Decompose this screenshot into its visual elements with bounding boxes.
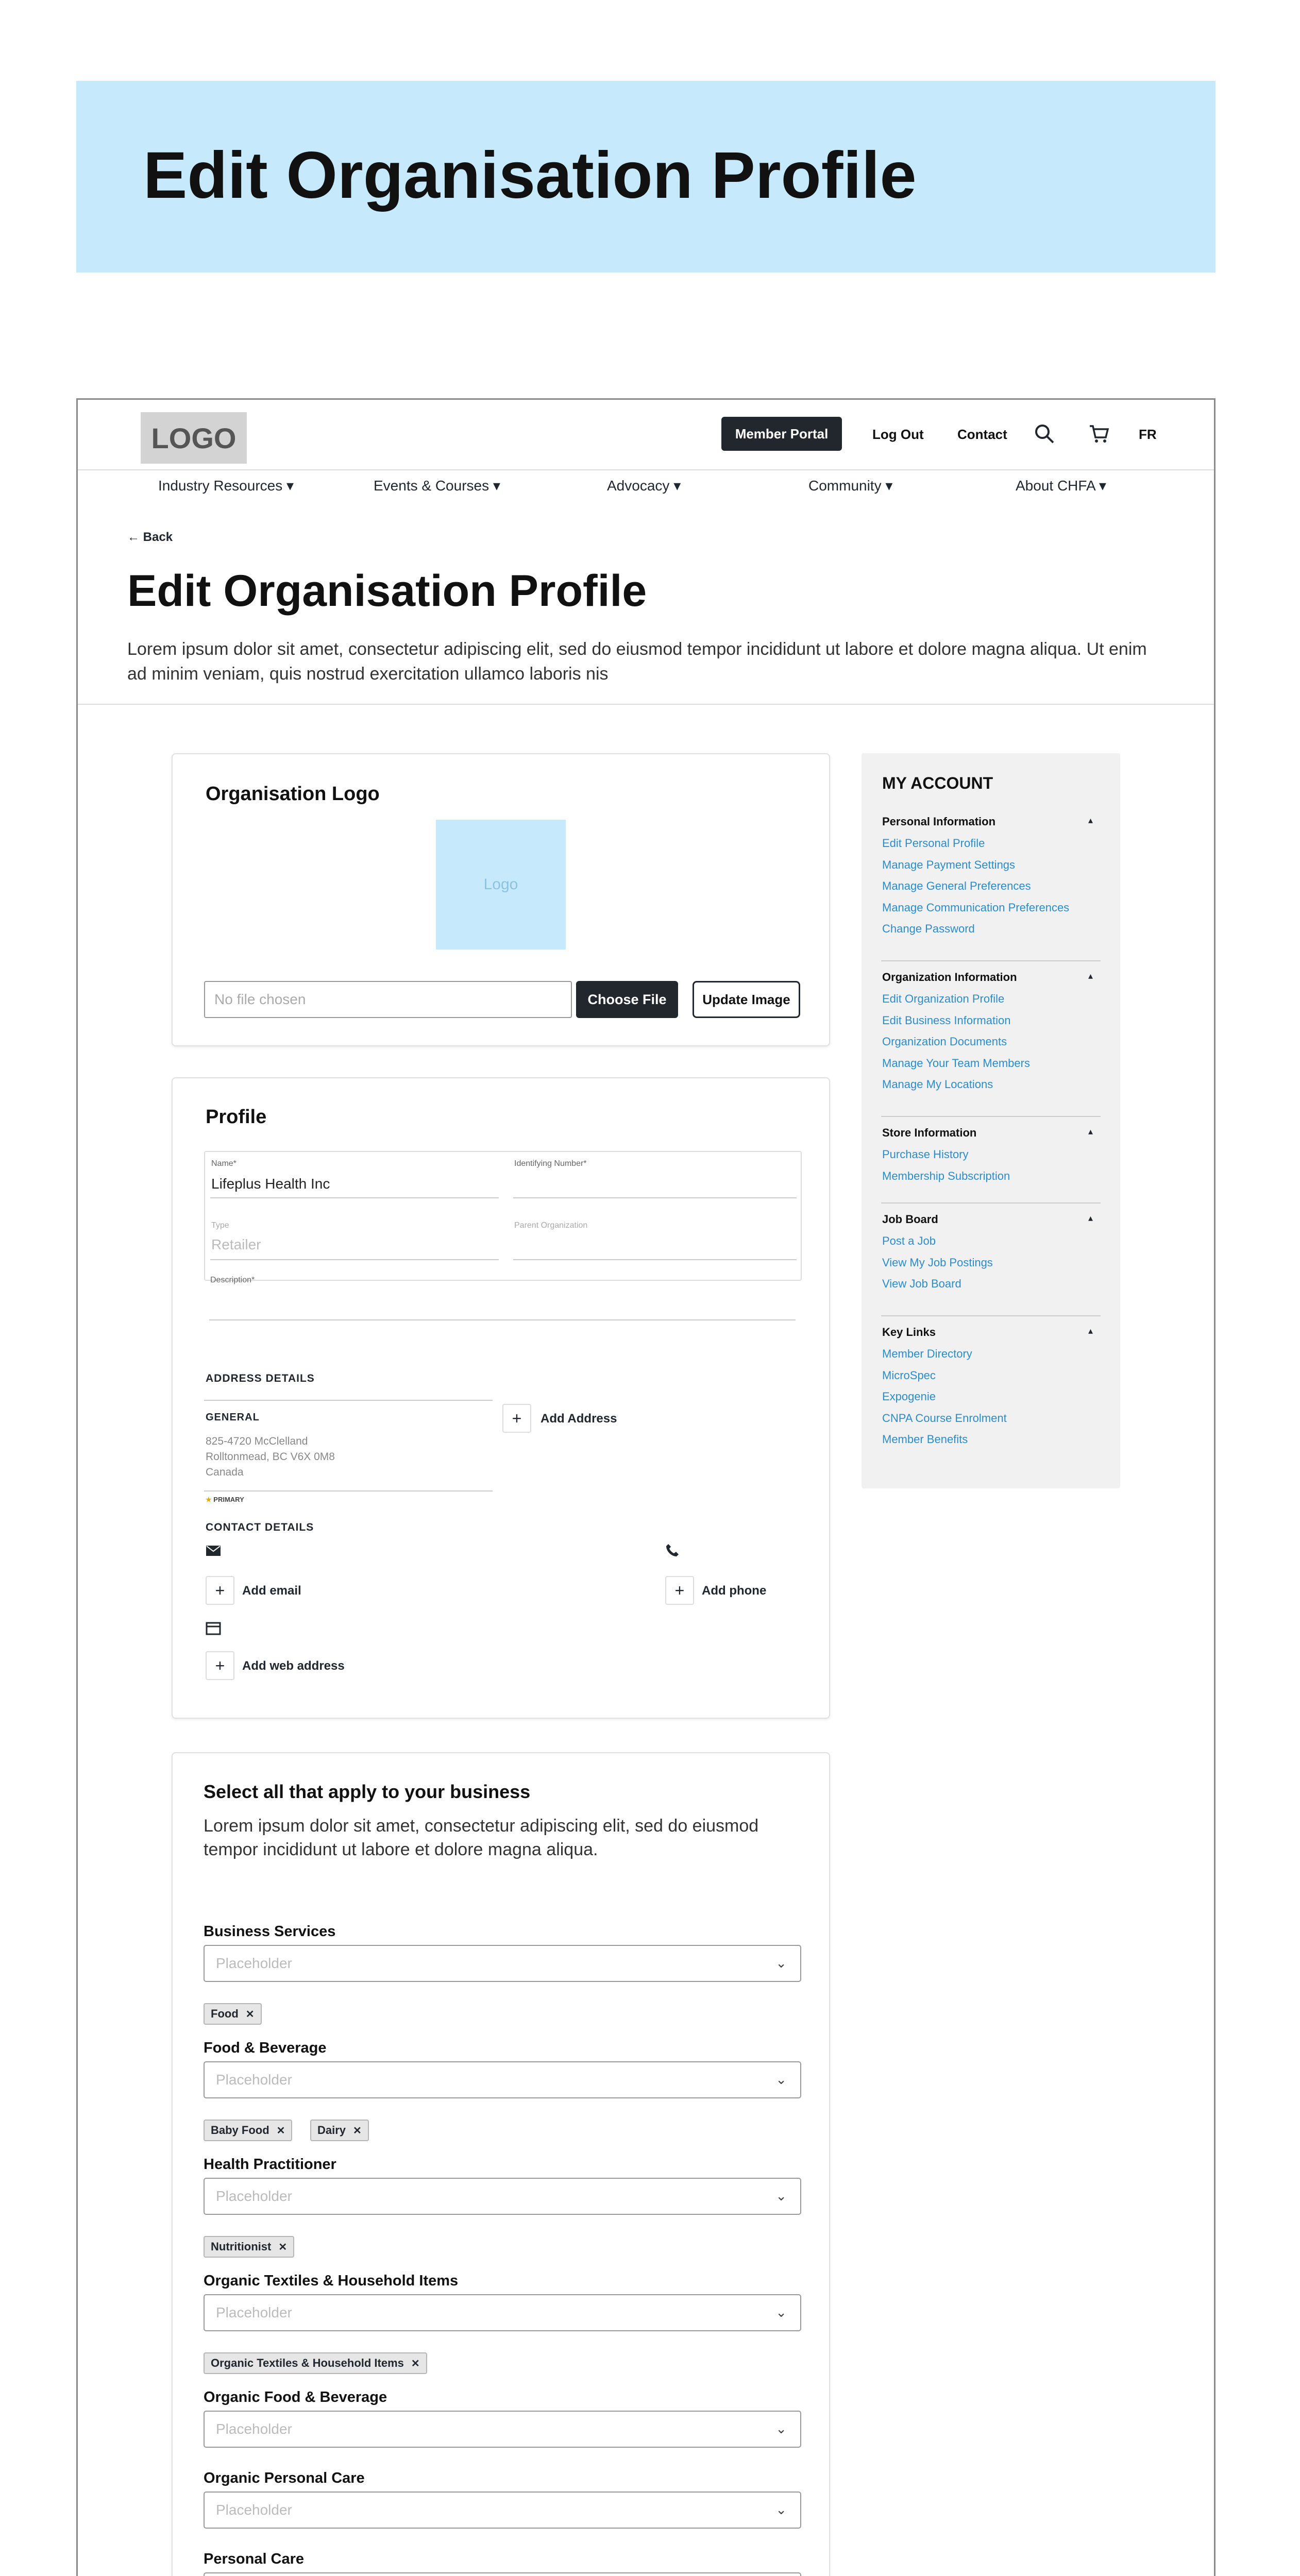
caret-up-icon[interactable]: ▴ [1088,815,1093,825]
type-select[interactable]: Retailer [211,1236,261,1252]
sidebar-link[interactable]: View My Job Postings [882,1256,993,1269]
type-label: Type [211,1221,229,1230]
field-label: Organic Food & Beverage [204,2389,387,2405]
nav-about-chfa[interactable]: About CHFA ▾ [1016,478,1106,494]
back-link[interactable]: ← Back [127,530,173,544]
sidebar-link[interactable]: Edit Business Information [882,1013,1011,1027]
sidebar-link[interactable]: Edit Personal Profile [882,837,985,850]
selected-chip [204,2003,262,2025]
parent-organization-input[interactable] [513,1259,797,1260]
caret-up-icon[interactable]: ▴ [1088,1126,1093,1137]
general-address-label: GENERAL [206,1412,260,1423]
chip-label: Organic Textiles & Household Items [211,2357,404,2369]
profile-card [172,1077,830,1719]
banner [76,81,1215,273]
sidebar-group-heading[interactable]: Store Information [882,1126,977,1139]
add-phone-button[interactable]: + [665,1576,694,1605]
category-select[interactable] [204,1945,801,1982]
sidebar-link[interactable]: Organization Documents [882,1035,1007,1048]
add-phone-label[interactable]: Add phone [702,1584,767,1598]
star-icon: ★ [206,1496,214,1503]
name-input[interactable]: Lifeplus Health Inc [211,1176,330,1192]
chip-label: Food [211,2007,239,2020]
organisation-logo-card [172,753,830,1046]
sidebar-link[interactable]: Post a Job [882,1234,936,1247]
caret-down-icon: ▾ [885,478,893,494]
business-title: Select all that apply to your business [204,1781,531,1802]
chip-label: Dairy [317,2124,346,2137]
add-address-label[interactable]: Add Address [541,1412,617,1426]
caret-up-icon[interactable]: ▴ [1088,1213,1093,1223]
address-line-1: 825-4720 McClelland [206,1435,308,1447]
field-label: Personal Care [204,2551,305,2567]
remove-chip-icon[interactable]: ✕ [353,2125,362,2137]
file-input[interactable]: No file chosen [204,981,572,1018]
update-image-button[interactable]: Update Image [693,981,800,1018]
sidebar-link[interactable]: View Job Board [882,1277,961,1290]
address-divider [204,1400,493,1401]
sidebar-divider [881,1116,1101,1117]
sidebar-group-heading[interactable]: Key Links [882,1326,936,1338]
chevron-down-icon: ⌄ [775,2072,787,2087]
select-placeholder: Placeholder [216,2072,292,2088]
sidebar-link[interactable]: Change Password [882,922,975,935]
header-divider [78,469,1214,470]
sidebar-link[interactable]: Manage Communication Preferences [882,901,1070,914]
profile-fields-box [204,1151,802,1281]
caret-up-icon[interactable]: ▴ [1088,971,1093,981]
my-account-sidebar [862,753,1120,1488]
chevron-down-icon: ⌄ [775,2304,787,2320]
chevron-down-icon: ⌄ [775,1955,787,1971]
field-label: Food & Beverage [204,2040,327,2056]
primary-badge: ★ PRIMARY [206,1496,244,1503]
select-placeholder: Placeholder [216,2188,292,2204]
nav-events-courses[interactable]: Events & Courses ▾ [374,478,500,494]
choose-file-button[interactable]: Choose File [576,981,678,1018]
selected-chip [310,2120,369,2141]
sidebar-link[interactable]: Membership Subscription [882,1169,1010,1182]
language-toggle[interactable]: FR [1139,427,1157,442]
chevron-down-icon: ⌄ [775,2502,787,2517]
chevron-down-icon: ⌄ [775,2421,787,2436]
category-select[interactable] [204,2061,801,2098]
arrow-left-icon: ← [127,530,143,544]
sidebar-divider [881,960,1101,961]
field-label: Organic Textiles & Household Items [204,2273,459,2289]
sidebar-link[interactable]: Member Directory [882,1347,972,1360]
contact-details-heading: CONTACT DETAILS [206,1521,314,1533]
cart-icon[interactable] [1089,424,1109,444]
caret-down-icon: ▾ [493,478,500,494]
selected-chip [204,2120,292,2141]
page-title: Edit Organisation Profile [127,566,647,616]
page-intro: Lorem ipsum dolor sit amet, consectetur adipiscing elit, sed do eiusmod tempor incididunt ut labore et dolore magna aliqua. Ut enim ad minim veniam, quis nostrud exercitation ullamco laboris nis [127,639,1147,684]
address-line-3: Canada [206,1466,244,1478]
sidebar-divider [881,1202,1101,1204]
nav-industry-resources[interactable]: Industry Resources ▾ [158,478,294,494]
select-placeholder: Placeholder [216,2502,292,2518]
name-label: Name* [211,1159,237,1168]
identifying-number-input[interactable] [513,1197,797,1198]
category-select[interactable] [204,2411,801,2448]
sidebar-divider [881,1315,1101,1316]
add-email-label[interactable]: Add email [242,1584,301,1598]
content-divider [78,704,1214,705]
sidebar-link[interactable]: Manage My Locations [882,1078,993,1091]
sidebar-title: MY ACCOUNT [882,774,993,792]
remove-chip-icon[interactable]: ✕ [278,2241,288,2253]
profile-title: Profile [206,1106,267,1128]
type-underline [210,1259,499,1260]
contact-link[interactable]: Contact [957,427,1007,442]
nav-community[interactable]: Community ▾ [808,478,893,494]
sidebar-link[interactable]: Manage Payment Settings [882,858,1016,871]
sidebar-link[interactable]: MicroSpec [882,1368,936,1382]
select-placeholder: Placeholder [216,2421,292,2437]
sidebar-link[interactable]: CNPA Course Enrolment [882,1411,1007,1425]
sidebar-link[interactable]: Expogenie [882,1390,936,1403]
category-select[interactable] [204,2572,801,2576]
business-categories-card [172,1752,830,2576]
add-address-button[interactable]: + [502,1404,531,1433]
sidebar-group-heading[interactable]: Organization Information [882,971,1017,984]
caret-down-icon: ▾ [1099,478,1106,494]
caret-down-icon: ▾ [673,478,681,494]
address-line-2: Rolltonmead, BC V6X 0M8 [206,1451,335,1463]
description-input[interactable] [209,1319,796,1320]
select-placeholder: Placeholder [216,1955,292,1971]
address-details-heading: ADDRESS DETAILS [206,1372,315,1384]
phone-icon [665,1543,680,1557]
category-select[interactable] [204,2178,801,2215]
selected-chip [204,2236,294,2258]
chevron-down-icon: ⌄ [775,2188,787,2204]
page-frame [76,398,1215,2576]
sidebar-link[interactable]: Purchase History [882,1148,969,1161]
sidebar-link[interactable]: Member Benefits [882,1433,968,1446]
sidebar-group-heading[interactable]: Job Board [882,1213,938,1226]
identifying-number-label: Identifying Number* [514,1159,587,1168]
select-placeholder: Placeholder [216,2304,292,2320]
business-description: Lorem ipsum dolor sit amet, consectetur adipiscing elit, sed do eiusmod tempor incididunt ut labore et dolore magna aliqua. [204,1816,759,1859]
sidebar-group-heading[interactable]: Personal Information [882,815,996,828]
email-icon [206,1545,221,1557]
name-underline [210,1197,499,1198]
field-label: Health Practitioner [204,2156,336,2173]
remove-chip-icon[interactable]: ✕ [245,2008,255,2020]
remove-chip-icon[interactable]: ✕ [276,2125,285,2137]
field-label: Organic Personal Care [204,2470,365,2486]
description-label: Description* [210,1276,255,1284]
parent-organization-label: Parent Organization [514,1221,588,1230]
category-select[interactable] [204,2294,801,2331]
member-portal-button[interactable]: Member Portal [721,417,842,451]
sidebar-link[interactable]: Manage Your Team Members [882,1056,1030,1070]
chip-label: Baby Food [211,2124,269,2137]
add-web-label[interactable]: Add web address [242,1659,345,1673]
sidebar-link[interactable]: Edit Organization Profile [882,992,1005,1005]
address-bottom-divider [204,1490,493,1492]
log-out-link[interactable]: Log Out [872,427,924,442]
logo-preview: Logo [436,820,566,950]
category-select[interactable] [204,2492,801,2529]
sidebar-link[interactable]: Manage General Preferences [882,879,1031,892]
selected-chip [204,2352,427,2374]
caret-up-icon[interactable]: ▴ [1088,1326,1093,1336]
add-email-button[interactable]: + [206,1576,234,1605]
nav-advocacy[interactable]: Advocacy ▾ [607,478,681,494]
search-icon[interactable] [1034,423,1055,445]
logo[interactable]: LOGO [141,412,247,464]
banner-title: Edit Organisation Profile [143,139,917,212]
caret-down-icon: ▾ [286,478,294,494]
logo-card-title: Organisation Logo [206,783,380,805]
remove-chip-icon[interactable]: ✕ [411,2358,420,2369]
add-web-button[interactable]: + [206,1651,234,1680]
web-icon [206,1622,221,1635]
chip-label: Nutritionist [211,2240,272,2253]
field-label: Business Services [204,1923,336,1940]
